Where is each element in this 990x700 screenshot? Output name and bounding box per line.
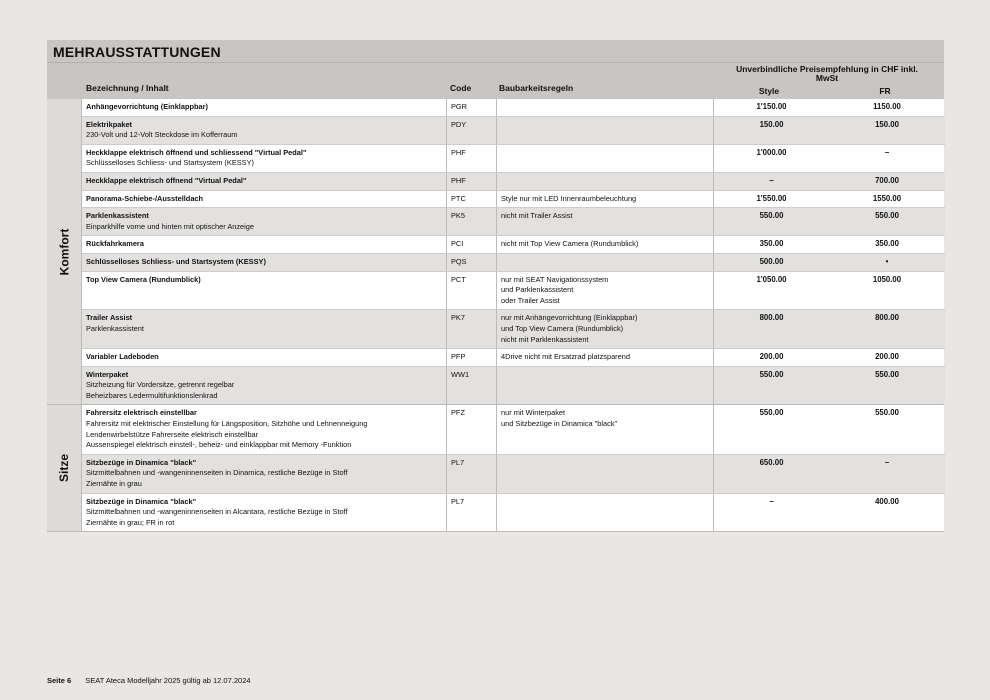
table-row (82, 366, 945, 405)
option-detail: Parklenkassistent (86, 323, 144, 333)
cell-price-fr: 700.00 (875, 175, 899, 185)
cell-price-style: 550.00 (713, 208, 829, 235)
rule-line: nur mit Anhängevorrichtung (Einklappbar) (501, 313, 638, 323)
cell-rules (496, 494, 713, 532)
cell-price-fr: 350.00 (875, 239, 899, 249)
table-row (82, 454, 945, 493)
option-name: Heckklappe elektrisch öffnend "Virtual Pedal" (86, 175, 247, 185)
cell-price-fr: – (884, 147, 890, 157)
option-detail: Einparkhilfe vorne und hinten mit optischer Anzeige (86, 221, 255, 231)
table-row (82, 116, 945, 144)
cell-rules (496, 254, 713, 271)
cell-name (82, 99, 446, 116)
cell-code: PFZ (446, 405, 496, 453)
cell-price-fr: 1050.00 (872, 274, 902, 284)
cell-price-fr: 200.00 (875, 352, 899, 362)
option-detail: Fahrersitz mit elektrischer Einstellung für Längsposition, Sitzhöhe und Lehnenneigung (86, 419, 368, 429)
cell-price-fr: 1150.00 (873, 102, 901, 111)
option-name: Panorama-Schiebe-/Ausstelldach (86, 193, 204, 203)
cell-price-style: 1'550.00 (713, 191, 829, 208)
cell-code: PTC (446, 191, 496, 208)
group-label: Sitze (56, 454, 71, 483)
cell-code: PK5 (446, 208, 496, 235)
option-detail: Sitzmittelbahnen und -wangeninnenseiten in Dinamica, restliche Bezüge in Stoff (86, 468, 348, 478)
option-name: Fahrersitz elektrisch einstellbar (86, 408, 197, 418)
cell-price-style: 550.00 (713, 367, 829, 405)
cell-name (82, 191, 446, 208)
page-number: Seite 6 (47, 676, 72, 685)
cell-name (82, 405, 446, 453)
option-name: Trailer Assist (86, 313, 133, 323)
option-detail: Lendenwirbelstütze Fahrerseite elektrisch einstellbar (86, 429, 259, 439)
cell-name (82, 494, 446, 532)
cell-price-fr: 150.00 (875, 119, 899, 129)
cell-name (82, 117, 446, 144)
group-sitze (47, 405, 944, 532)
cell-rules (496, 272, 713, 310)
rule-line: nur mit SEAT Navigationssystem (501, 274, 609, 284)
column-header-style: Style (758, 86, 780, 96)
column-header-code: Code (450, 83, 472, 93)
cell-price-style: 200.00 (713, 349, 829, 366)
option-name: Schlüsselloses Schliess- und Startsystem (KESSY) (86, 256, 266, 266)
cell-price-fr: 1550.00 (872, 193, 902, 203)
rule-line: nicht mit Top View Camera (Rundumblick) (501, 239, 639, 249)
cell-price-style: 1'150.00 (713, 99, 829, 116)
option-detail: 230-Volt und 12-Volt Steckdose im Kofferraum (86, 130, 238, 140)
footer-text: SEAT Ateca Modelljahr 2025 gültig ab 12.07.2024 (85, 676, 251, 685)
cell-price-style: 800.00 (713, 310, 829, 348)
cell-name (82, 272, 446, 310)
cell-rules (496, 310, 713, 348)
option-name: Sitzbezüge in Dinamica "black" (86, 457, 197, 467)
section-title: MEHRAUSSTATTUNGEN (47, 40, 944, 62)
rule-line: und Top View Camera (Rundumblick) (501, 323, 624, 333)
cell-rules (496, 367, 713, 405)
table-row (82, 172, 945, 190)
cell-price-style: 150.00 (713, 117, 829, 144)
option-name: Rückfahrkamera (86, 239, 144, 249)
cell-code: PCI (446, 236, 496, 253)
cell-name (82, 349, 446, 366)
cell-code: PDY (446, 117, 496, 144)
cell-price-style: 550.00 (713, 405, 829, 453)
cell-rules (496, 405, 713, 453)
option-name: Parklenkassistent (86, 211, 149, 221)
cell-price-style: 500.00 (713, 254, 829, 271)
table-row (82, 144, 945, 172)
option-name: Elektrikpaket (86, 119, 133, 129)
option-detail: Ziernähte in grau (86, 479, 142, 489)
rule-line: und Sitzbezüge in Dinamica "black" (501, 419, 618, 429)
cell-rules (496, 208, 713, 235)
cell-price-style: 650.00 (713, 455, 829, 493)
table-row (82, 309, 945, 348)
cell-price-style: 350.00 (713, 236, 829, 253)
table-row (82, 405, 945, 453)
table-header (47, 62, 944, 99)
table-row (82, 253, 945, 271)
cell-code: PL7 (446, 455, 496, 493)
price-table (47, 40, 944, 532)
rule-line: 4Drive nicht mit Ersatzrad platzsparend (501, 352, 630, 362)
cell-name (82, 254, 446, 271)
cell-price-fr: 550.00 (875, 369, 899, 379)
rule-line: Style nur mit LED Innenraumbeleuchtung (501, 193, 637, 203)
option-detail: Aussenspiegel elektrisch einstell-, beheiz- und einklappbar mit Memory -Funktion (86, 440, 352, 450)
cell-price-fr: • (885, 256, 889, 266)
cell-rules (496, 191, 713, 208)
page-footer (47, 676, 251, 685)
cell-name (82, 208, 446, 235)
table-row (82, 190, 945, 208)
cell-price-style: 1'000.00 (713, 145, 829, 172)
cell-price-style: 1'050.00 (713, 272, 829, 310)
option-name: Heckklappe elektrisch öffnend und schliessend "Virtual Pedal" (86, 147, 307, 157)
column-header-name: Bezeichnung / Inhalt (86, 83, 169, 93)
option-detail: Schlüsselloses Schliess- und Startsystem (KESSY) (86, 158, 254, 168)
option-detail: Sitzheizung für Vordersitze, getrennt regelbar (86, 380, 235, 390)
cell-rules (496, 145, 713, 172)
option-detail: Ziernähte in grau; FR in rot (86, 517, 175, 527)
cell-name (82, 310, 446, 348)
cell-name (82, 173, 446, 190)
cell-code: WW1 (446, 367, 496, 405)
cell-code: PHF (446, 145, 496, 172)
cell-rules (496, 236, 713, 253)
cell-price-style: – (713, 494, 829, 532)
cell-code: PFP (446, 349, 496, 366)
table-body (47, 99, 944, 532)
group-label-cell (47, 405, 82, 531)
table-row (82, 235, 945, 253)
cell-rules (496, 99, 713, 116)
cell-rules (496, 455, 713, 493)
table-row (82, 493, 945, 532)
cell-name (82, 145, 446, 172)
option-name: Variabler Ladeboden (86, 352, 159, 362)
cell-price-style: – (713, 173, 829, 190)
cell-code: PL7 (446, 494, 496, 532)
cell-code: PCT (446, 272, 496, 310)
option-detail: Beheizbares Ledermultifunktionslenkrad (86, 390, 218, 400)
cell-price-fr: 800.00 (875, 313, 899, 323)
column-header-price: Unverbindliche Preisempfehlung in CHF inkl. MwSt (736, 64, 918, 83)
cell-rules (496, 349, 713, 366)
group-label: Komfort (57, 228, 72, 276)
rule-line: und Parklenkassistent (501, 285, 574, 295)
cell-code: PK7 (446, 310, 496, 348)
option-name: Anhängevorrichtung (Einklappbar) (86, 102, 208, 111)
option-name: Winterpaket (86, 369, 129, 379)
cell-code: PGR (446, 99, 496, 116)
option-name: Top View Camera (Rundumblick) (86, 274, 201, 284)
cell-price-fr: 400.00 (875, 496, 899, 506)
cell-price-fr: – (884, 457, 890, 467)
table-row (82, 348, 945, 366)
cell-rules (496, 173, 713, 190)
cell-name (82, 367, 446, 405)
cell-name (82, 455, 446, 493)
cell-price-fr: 550.00 (875, 408, 899, 418)
rule-line: nicht mit Parklenkassistent (501, 334, 589, 344)
cell-name (82, 236, 446, 253)
option-name: Sitzbezüge in Dinamica "black" (86, 496, 197, 506)
column-header-fr: FR (879, 86, 891, 96)
cell-price-fr: 550.00 (875, 211, 899, 221)
table-row (82, 207, 945, 235)
rule-line: nur mit Winterpaket (501, 408, 566, 418)
cell-code: PHF (446, 173, 496, 190)
cell-code: PQS (446, 254, 496, 271)
cell-rules (496, 117, 713, 144)
table-row (82, 271, 945, 310)
table-row (82, 99, 945, 116)
column-header-rules: Baubarkeitsregeln (499, 83, 574, 93)
rule-line: nicht mit Trailer Assist (501, 211, 573, 221)
rule-line: oder Trailer Assist (501, 295, 560, 305)
group-label-cell (47, 99, 82, 404)
option-detail: Sitzmittelbahnen und -wangeninnenseiten in Alcantara, restliche Bezüge in Stoff (86, 507, 348, 517)
group-komfort (47, 99, 944, 405)
